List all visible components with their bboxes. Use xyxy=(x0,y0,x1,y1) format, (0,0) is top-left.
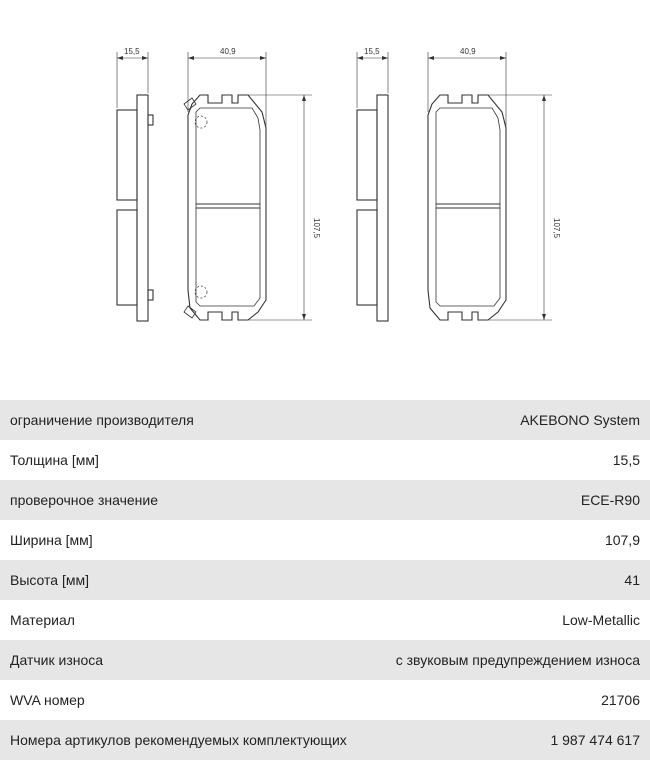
spec-label: Датчик износа xyxy=(10,652,104,668)
spec-row xyxy=(0,640,650,680)
spec-label: Толщина [мм] xyxy=(10,452,99,468)
left-dimension-lines xyxy=(117,52,312,320)
spec-row xyxy=(0,600,650,640)
spec-row xyxy=(0,520,650,560)
dim-thickness-right: 15,5 xyxy=(364,47,380,56)
right-dimension-lines xyxy=(357,52,552,320)
right-pad-front-view xyxy=(428,95,506,320)
spec-table xyxy=(0,400,650,760)
spec-value: 21706 xyxy=(601,692,640,708)
spec-value: 41 xyxy=(624,572,640,588)
dim-thickness-left: 15,5 xyxy=(124,47,140,56)
dim-width-right: 40,9 xyxy=(460,47,476,56)
spec-row xyxy=(0,440,650,480)
spec-value: с звуковым предупреждением износа xyxy=(395,652,640,668)
spec-row xyxy=(0,400,650,440)
spec-value: 15,5 xyxy=(612,452,640,468)
spec-row xyxy=(0,560,650,600)
spec-row xyxy=(0,680,650,720)
spec-row xyxy=(0,480,650,520)
spec-label: Ширина [мм] xyxy=(10,532,93,548)
spec-label: WVA номер xyxy=(10,692,85,708)
spec-label: Высота [мм] xyxy=(10,572,89,588)
dim-height-right: 107,5 xyxy=(552,218,561,239)
spec-value: AKEBONO System xyxy=(520,412,640,428)
left-pad-front-view xyxy=(184,95,266,320)
spec-value: Low-Metallic xyxy=(562,612,640,628)
spec-value: 107,9 xyxy=(604,532,640,548)
right-pad-side-view xyxy=(357,95,388,321)
dim-height-left: 107,5 xyxy=(312,218,321,239)
spec-row xyxy=(0,720,650,760)
left-pad-side-view xyxy=(117,95,153,321)
spec-label: Номера артикулов рекомендуемых комплектующих xyxy=(10,732,347,748)
spec-label: проверочное значение xyxy=(10,492,159,508)
spec-value: ECE-R90 xyxy=(580,492,640,508)
dim-width-left: 40,9 xyxy=(220,47,236,56)
spec-label: Материал xyxy=(10,612,75,628)
spec-label: ограничение производителя xyxy=(10,412,194,428)
spec-value: 1 987 474 617 xyxy=(550,732,640,748)
